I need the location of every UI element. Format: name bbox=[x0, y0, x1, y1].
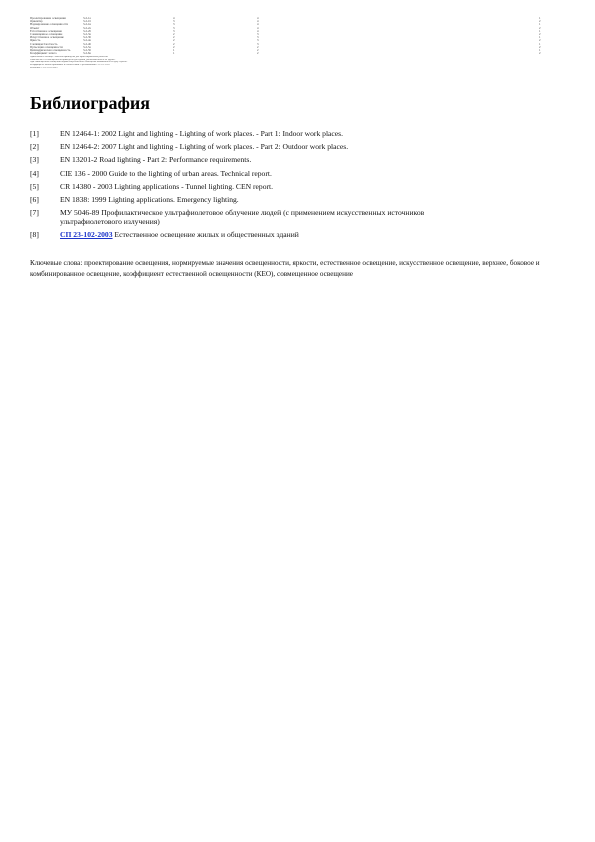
bibliography-number: [3] bbox=[30, 155, 39, 165]
table-fragment-cell: 2 bbox=[539, 52, 541, 56]
table-fragment bbox=[30, 17, 550, 69]
bibliography-item bbox=[30, 155, 550, 164]
bibliography-item bbox=[30, 169, 550, 178]
bibliography-text: EN 13201-2 Road lighting - Part 2: Performance requirements. bbox=[60, 155, 252, 165]
table-fragment-cell: 3 bbox=[173, 20, 175, 24]
table-fragment-cell: 2 bbox=[173, 42, 175, 46]
table-fragment-cell: 2 bbox=[539, 20, 541, 24]
table-fragment-cell: 1 bbox=[539, 29, 541, 33]
table-fragment-cell: 4 bbox=[257, 23, 259, 27]
table-fragment-cell: 1 bbox=[539, 17, 541, 20]
table-fragment-cell: 4 bbox=[257, 17, 259, 20]
bibliography-item bbox=[30, 230, 550, 239]
table-fragment-rows bbox=[30, 17, 550, 55]
bibliography-text: CR 14380 - 2003 Lighting applications - Tunnel lighting. CEN report. bbox=[60, 181, 274, 191]
bibliography-text: EN 1838: 1999 Lighting applications. Emergency lighting. bbox=[60, 194, 239, 204]
bibliography-item bbox=[30, 129, 550, 138]
table-fragment-cell: Пульсация освещенности bbox=[30, 45, 63, 49]
table-fragment-cell: 3-2-4б bbox=[83, 42, 92, 46]
bibliography-text bbox=[60, 230, 480, 239]
table-fragment-cell: 3-2-4а bbox=[83, 39, 91, 43]
keywords-paragraph: Ключевые слова: проектирование освещения, нормируемые значения освещенности, яркости, естественное освещение, искусственное освещение, верхнее, боковое и комбинированное освещение, коэффициент естественной освещенности (КЕО), совмещенное освещение bbox=[30, 259, 540, 279]
bibliography-number: [5] bbox=[30, 181, 39, 191]
table-fragment-cell: Нормирование освещенности bbox=[30, 23, 68, 27]
table-fragment-cell: 2 bbox=[539, 32, 541, 36]
table-fragment-cell: 2 bbox=[173, 39, 175, 43]
table-fragment-cell: 2 bbox=[539, 26, 541, 30]
bibliography-number: [6] bbox=[30, 194, 39, 204]
bibliography-text: EN 12464-1: 2002 Light and lighting - Lighting of work places. - Part 1: Indoor work places. bbox=[60, 129, 344, 138]
table-fragment-cell: 3 bbox=[257, 32, 259, 36]
table-fragment-cell: 2 bbox=[173, 45, 175, 49]
table-fragment-cell: 1 bbox=[539, 23, 541, 27]
table-fragment-cell: 3 bbox=[173, 26, 175, 30]
table-fragment-cell: Искусственное освещение bbox=[30, 36, 64, 40]
bibliography-number: [1] bbox=[30, 129, 39, 138]
table-fragment-cell: 3-2-3б bbox=[83, 36, 92, 40]
table-fragment-cell: 1 bbox=[539, 42, 541, 46]
table-fragment-cell: 3-2-1а bbox=[83, 17, 91, 20]
table-fragment-cell: 3-2-2б bbox=[83, 29, 92, 33]
table-fragment-cell: 2 bbox=[173, 36, 175, 40]
table-fragment-cell: 3-2-1в bbox=[83, 23, 91, 27]
table-fragment-cell: 1 bbox=[173, 52, 175, 56]
bibliography-link[interactable]: СП 23-102-2003 bbox=[60, 230, 113, 240]
table-fragment-cell: 3-2-2а bbox=[83, 26, 91, 30]
table-fragment-cell: Яркость bbox=[30, 39, 41, 43]
bibliography-title: Библиография bbox=[30, 93, 151, 113]
table-fragment-cell: 3 bbox=[257, 36, 259, 40]
table-fragment-cell: 3-2-5а bbox=[83, 45, 91, 49]
table-fragment-notes bbox=[30, 56, 260, 69]
table-fragment-cell: Проектирование освещения bbox=[30, 17, 66, 20]
table-fragment-cell: 2 bbox=[257, 45, 259, 49]
bibliography-number: [8] bbox=[30, 230, 39, 240]
bibliography-number: [7] bbox=[30, 208, 39, 218]
bibliography-item bbox=[30, 208, 550, 226]
bibliography-number: [4] bbox=[30, 168, 39, 178]
table-fragment-cell: 1 bbox=[539, 36, 541, 40]
table-fragment-note: Коэффициент запаса принимают в соответствии с требованиями СП 52.13330. bbox=[30, 64, 110, 67]
table-fragment-cell: 3-2-3а bbox=[83, 32, 91, 36]
table-fragment-cell: 4 bbox=[257, 20, 259, 24]
table-fragment-cell: 3-2-5б bbox=[83, 48, 92, 52]
table-fragment-cell: 1 bbox=[539, 48, 541, 52]
table-fragment-cell: Коэффициент запаса bbox=[30, 52, 57, 56]
bibliography-list bbox=[30, 129, 550, 244]
table-fragment-cell: Объект bbox=[30, 26, 40, 30]
bibliography-text: CIE 136 - 2000 Guide to the lighting of urban areas. Technical report. bbox=[60, 168, 272, 178]
table-fragment-cell: Естественное освещение bbox=[30, 29, 62, 33]
table-fragment-cell: 3 bbox=[257, 42, 259, 46]
table-fragment-cell: 3 bbox=[173, 29, 175, 33]
table-fragment-cell: 4 bbox=[173, 17, 175, 20]
table-fragment-cell: 4 bbox=[257, 26, 259, 30]
table-fragment-note: Примечания к таблице: значения приведены для ориентировочных расчетов. bbox=[30, 56, 109, 59]
bibliography-item bbox=[30, 195, 550, 204]
table-fragment-cell: 2 bbox=[539, 45, 541, 49]
table-fragment-cell: 3 bbox=[257, 39, 259, 43]
table-fragment-note: Источник: СП 23-102-2003 bbox=[30, 66, 58, 69]
bibliography-item bbox=[30, 142, 550, 151]
table-fragment-note: При совмещенном освещении нормы искусственного освещения повышаются на одну ступень. bbox=[30, 61, 128, 64]
table-fragment-cell: 1 bbox=[173, 48, 175, 52]
bibliography-text: EN 12464-2: 2007 Light and lighting - Lighting of work places. - Part 2: Outdoor work places. bbox=[60, 142, 349, 152]
table-fragment-cell: 2 bbox=[257, 48, 259, 52]
table-fragment-cell: 4 bbox=[257, 29, 259, 33]
table-fragment-note: Значения КЕО и освещенности приведены для зданий, расположенных в III группе. bbox=[30, 58, 116, 61]
table-fragment-cell: 3-2-6а bbox=[83, 52, 91, 56]
table-fragment-cell: 2 bbox=[173, 32, 175, 36]
bibliography-item bbox=[30, 182, 550, 191]
table-fragment-cell: 3 bbox=[173, 23, 175, 27]
table-fragment-cell: 2 bbox=[257, 52, 259, 56]
table-fragment-cell: Совмещенное освещение bbox=[30, 32, 63, 36]
table-fragment-row bbox=[30, 52, 550, 55]
table-fragment-cell: Цилиндрическая освещенность bbox=[30, 48, 71, 52]
bibliography-number: [2] bbox=[30, 142, 39, 152]
bibliography-text: МУ 5046-89 Профилактическое ультрафиолетовое облучение людей (с применением искусственных источников ультрафиолетового излучения) bbox=[60, 208, 425, 227]
table-fragment-cell: Слепящая блесткость bbox=[30, 42, 58, 46]
bibliography-link-description: Естественное освещение жилых и общественных зданий bbox=[112, 230, 299, 240]
table-fragment-cell: Ориентир bbox=[30, 20, 43, 24]
table-fragment-cell: 3-2-1б bbox=[83, 20, 92, 24]
table-fragment-cell: 2 bbox=[539, 39, 541, 43]
